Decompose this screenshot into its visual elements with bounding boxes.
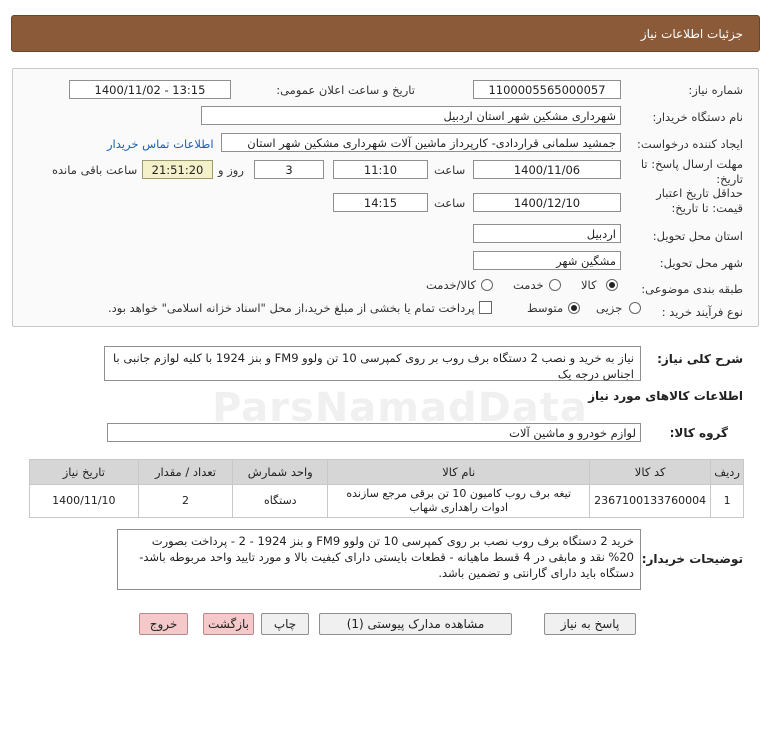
print-button[interactable]: چاپ [261,613,309,635]
validity-date-field: 1400/12/10 [473,193,621,212]
description-box: نیاز به خرید و نصب 2 دستگاه برف روب بر روی کمپرسی 10 تن ولوو FM9 و بنز 1924 با کلیه لوازم جانبی با اجناس درجه یک [104,346,641,381]
category-goods-service-radio[interactable] [481,279,493,291]
cell-item-name: تیغه برف روب کامیون 10 تن برقی مرجع سازنده ادوات راهداری شهاب [328,485,590,518]
col-unit: واحد شمارش [233,460,328,485]
deadline-time-label: ساعت [434,163,466,177]
category-label: طبقه بندی موضوعی: [641,282,743,296]
need-number-label: شماره نیاز: [688,83,743,97]
attachments-button[interactable]: مشاهده مدارک پیوستی (1) [319,613,512,635]
cell-item-code: 2367100133760004 [590,485,711,518]
category-service-radio[interactable] [549,279,561,291]
goods-group-label: گروه کالا: [669,426,728,440]
exit-button[interactable]: خروج [139,613,188,635]
back-button[interactable]: بازگشت [203,613,254,635]
deadline-date-field: 1400/11/06 [473,160,621,179]
city-label: شهر محل تحویل: [659,256,743,270]
page-title: جزئیات اطلاعات نیاز [640,27,743,41]
goods-section-title: اطلاعات کالاهای مورد نیاز [588,389,743,403]
process-label: نوع فرآیند خرید : [661,305,743,319]
table-row [30,485,744,518]
validity-date-label: قیمت: تا تاریخ: [671,201,743,215]
cell-need-date: 1400/11/10 [30,485,139,518]
category-goods-label: کالا [581,278,597,292]
treasury-text: پرداخت تمام یا بخشی از مبلغ خرید،از محل "اسناد خزانه اسلامی" خواهد بود. [108,301,475,315]
reply-button[interactable]: پاسخ به نیاز [544,613,636,635]
buyer-label: نام دستگاه خریدار: [652,110,743,124]
category-service-label: خدمت [513,278,544,292]
province-label: استان محل تحویل: [652,229,743,243]
province-field: اردبیل [473,224,621,243]
creator-label: ایجاد کننده درخواست: [637,137,743,151]
time-remaining-field: 21:51:20 [142,160,213,179]
time-remaining-label: ساعت باقی مانده [52,163,138,177]
buyer-contact-link[interactable]: اطلاعات تماس خریدار [107,137,214,151]
goods-group-field: لوازم خودرو و ماشین آلات [107,423,641,442]
col-item-code: کد کالا [590,460,711,485]
process-medium-radio[interactable] [568,302,580,314]
process-minor-radio[interactable] [629,302,641,314]
days-label: روز و [218,163,244,177]
notes-box: خرید 2 دستگاه برف روب نصب بر روی کمپرسی 10 تن ولوو FM9 و بنز 1924 - 2 - پرداخت بصورت 20% نقد و مابقی در 4 قسط ماهیانه - قطعات بایستی دارای کیفیت بالا و مورد تایید واحد مربوطه باشد- دستگاه باید دارای گارانتی و تضمین باشد. [117,529,641,590]
process-medium-label: متوسط [527,301,564,315]
city-field: مشگین شهر [473,251,621,270]
col-quantity: تعداد / مقدار [138,460,233,485]
notes-label: توضیحات خریدار: [641,552,743,566]
days-remaining-field: 3 [254,160,324,179]
category-goods-service-label: کالا/خدمت [426,278,477,292]
cell-unit: دستگاه [233,485,328,518]
goods-table-header [30,460,744,485]
announce-date-field: 1400/11/02 - 13:15 [69,80,231,99]
validity-time-label: ساعت [434,196,466,210]
need-number-field: 1100005565000057 [473,80,621,99]
page-header [11,15,760,52]
col-row-number: ردیف [711,460,744,485]
validity-label: حداقل تاریخ اعتبار [656,186,743,200]
col-need-date: تاریخ نیاز [30,460,139,485]
deadline-label: مهلت ارسال پاسخ: تا [640,157,743,171]
validity-time-field: 14:15 [333,193,428,212]
deadline-date-label: تاریخ: [716,172,743,186]
cell-quantity: 2 [138,485,233,518]
creator-field: جمشید سلمانی قراردادی- کارپرداز ماشین آلات شهرداری مشکین شهر استان [221,133,621,152]
announce-date-label: تاریخ و ساعت اعلان عمومی: [276,83,415,97]
deadline-time-field: 11:10 [333,160,428,179]
goods-table [29,459,744,518]
process-minor-label: جزیی [596,301,623,315]
cell-row-number: 1 [711,485,744,518]
col-item-name: نام کالا [328,460,590,485]
watermark: ParsNamadData [212,385,588,431]
buyer-field: شهرداری مشکین شهر استان اردبیل [201,106,621,125]
description-label: شرح کلی نیاز: [657,352,743,366]
category-goods-radio[interactable] [606,279,618,291]
treasury-checkbox[interactable] [479,301,492,314]
